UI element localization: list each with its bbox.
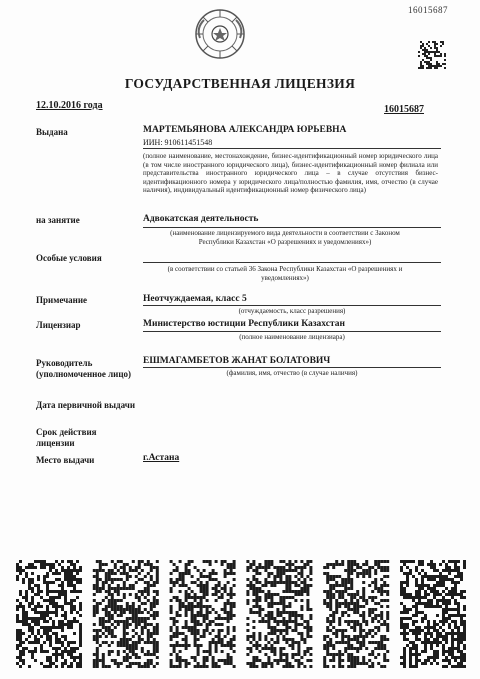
activity-value: Адвокатская деятельность bbox=[143, 214, 259, 224]
license-number: 16015687 bbox=[384, 104, 424, 115]
barcode-block bbox=[93, 560, 159, 668]
note-label: Примечание bbox=[36, 295, 88, 305]
head-label: Руководитель bbox=[36, 358, 93, 368]
licensor-caption: (полное наименование лицензиара) bbox=[239, 333, 345, 341]
qr-code-icon bbox=[418, 41, 446, 69]
issue-date: 12.10.2016 года bbox=[36, 100, 103, 111]
licensor-label: Лицензиар bbox=[36, 320, 81, 330]
place-value: г.Астана bbox=[143, 453, 180, 463]
head-caption: (фамилия, имя, отчество (в случае наличия) bbox=[226, 369, 358, 377]
issued-to-label: Выдана bbox=[36, 127, 68, 137]
head-value: ЕШМАГАМБЕТОВ ЖАНАТ БОЛАТОВИЧ bbox=[143, 356, 331, 366]
kz-state-emblem-icon bbox=[194, 8, 246, 60]
divider bbox=[143, 305, 441, 306]
barcode-strip bbox=[16, 560, 466, 668]
issued-to-caption: (полное наименование, местонахождение, бизнес-идентификационный номер юридического лица (в том числе иностранного юридического лица), бизнес-идентификационный номер филиала или представительства иностранного юридического лица – в случае отсутствия бизнес-идентификационного номера у юридического лица/полностью фамилия, имя, отчество (в случае наличия), индивидуальный идентификационный номер физического лица) bbox=[143, 152, 438, 195]
divider bbox=[143, 148, 441, 149]
document-number-top: 16015687 bbox=[408, 5, 448, 15]
divider bbox=[143, 262, 441, 263]
page-title: ГОСУДАРСТВЕННАЯ ЛИЦЕНЗИЯ bbox=[124, 76, 356, 91]
divider bbox=[143, 367, 441, 368]
validity-label: Срок действия bbox=[36, 427, 97, 437]
note-value: Неотчуждаемая, класс 5 bbox=[143, 294, 247, 304]
activity-label: на занятие bbox=[36, 215, 80, 225]
barcode-block bbox=[16, 560, 82, 668]
barcode-block bbox=[323, 560, 389, 668]
first-issue-label: Дата первичной выдачи bbox=[36, 400, 136, 410]
barcode-block bbox=[246, 560, 312, 668]
divider bbox=[143, 227, 441, 228]
place-label: Место выдачи bbox=[36, 455, 95, 465]
barcode-block bbox=[400, 560, 466, 668]
issued-to-name: МАРТЕМЬЯНОВА АЛЕКСАНДРА ЮРЬЕВНА bbox=[143, 125, 347, 135]
divider bbox=[143, 331, 441, 332]
head-label-sub: (уполномоченное лицо) bbox=[36, 369, 132, 379]
special-conditions-label: Особые условия bbox=[36, 253, 102, 263]
issued-to-iin: ИИН: 910611451548 bbox=[143, 138, 213, 147]
barcode-block bbox=[170, 560, 236, 668]
validity-label-sub: лицензии bbox=[36, 438, 75, 448]
note-caption: (отчуждаемость, класс разрешения) bbox=[238, 307, 346, 315]
special-conditions-caption: (в соответствии со статьей 36 Закона Республики Казахстан «О разрешениях и уведомлениях») bbox=[167, 265, 403, 282]
activity-caption: (наименование лицензируемого вида деятельности в соответствии с Законом Республики Казахстан «О разрешениях и уведомлениях») bbox=[170, 229, 400, 246]
licensor-value: Министерство юстиции Республики Казахстан bbox=[143, 319, 346, 329]
